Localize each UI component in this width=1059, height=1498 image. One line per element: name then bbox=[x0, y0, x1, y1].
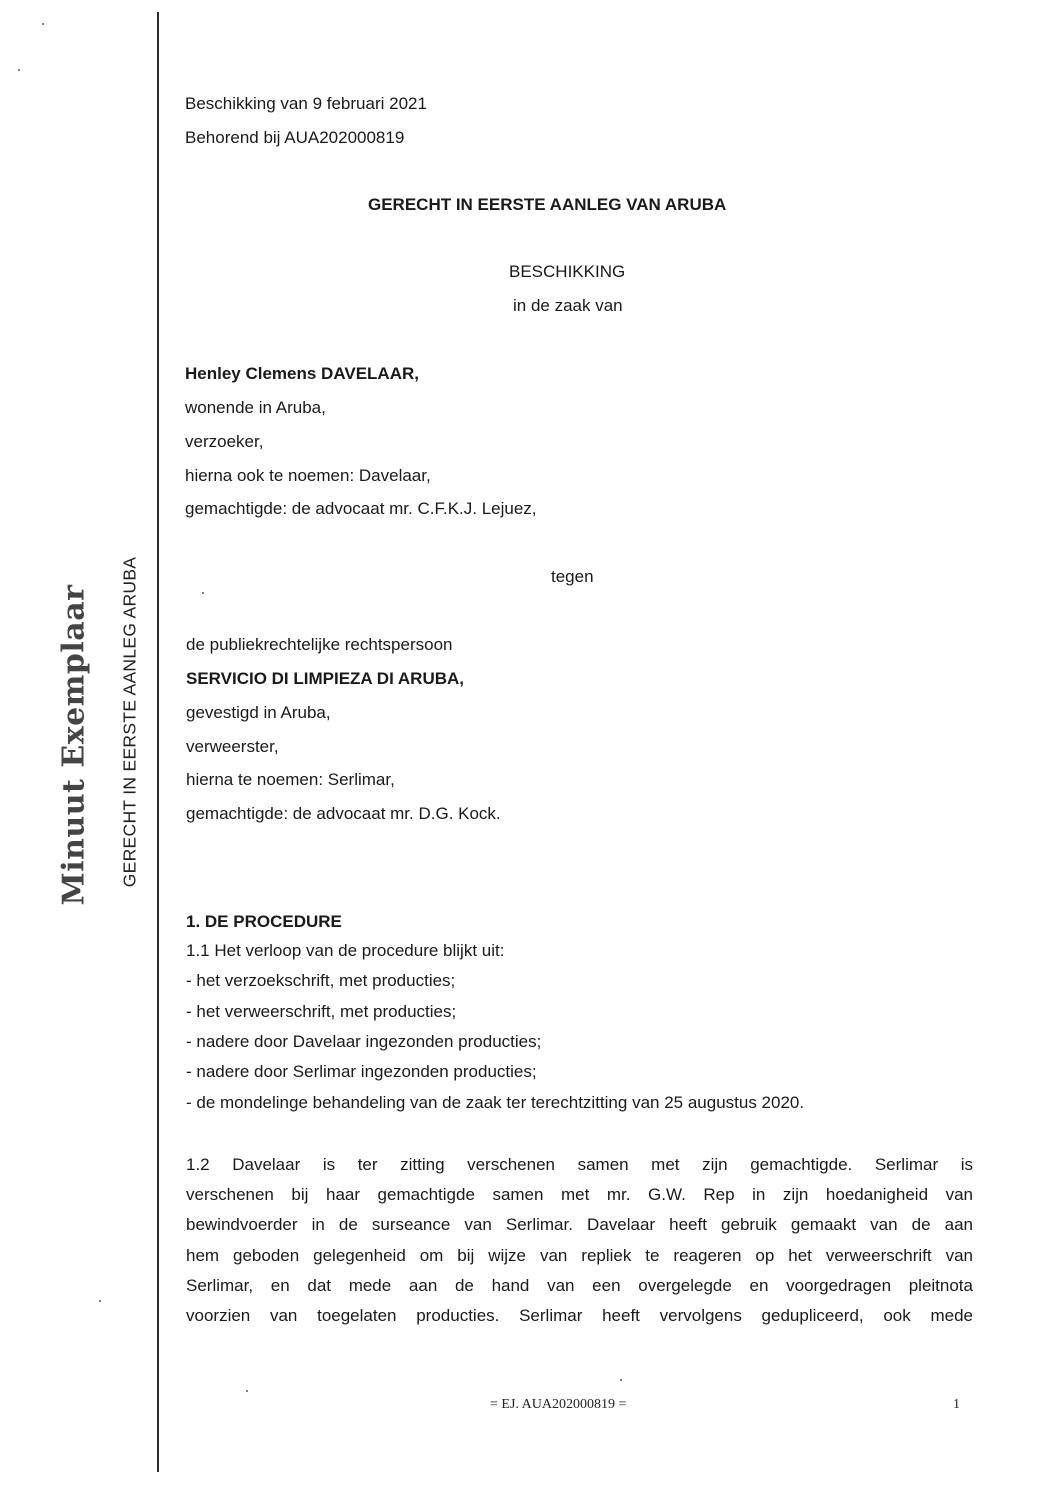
court-title: GERECHT IN EERSTE AANLEG VAN ARUBA bbox=[368, 195, 727, 214]
applicant-residence: wonende in Aruba, bbox=[185, 398, 326, 417]
paragraph-line: 1.2 Davelaar is ter zitting verschenen samen met zijn gemachtigde. Serlimar is bbox=[186, 1155, 973, 1174]
paragraph-line: verschenen bij haar gemachtigde samen met mr. G.W. Rep in zijn hoedanigheid van bbox=[186, 1185, 973, 1205]
minuut-exemplaar-stamp: Minuut Exemplaar bbox=[56, 584, 92, 906]
scan-speck bbox=[202, 592, 204, 594]
applicant-counsel: gemachtigde: de advocaat mr. C.F.K.J. Lejuez, bbox=[185, 499, 537, 518]
procedure-intro: 1.1 Het verloop van de procedure blijkt uit: bbox=[186, 941, 505, 960]
versus-label: tegen bbox=[551, 567, 594, 586]
paragraph-line: bewindvoerder in de surseance van Serlimar. Davelaar heeft gebruik gemaakt van de aan bbox=[186, 1215, 973, 1235]
applicant-role: verzoeker, bbox=[185, 432, 264, 451]
decision-date: Beschikking van 9 februari 2021 bbox=[185, 94, 427, 113]
respondent-counsel: gemachtigde: de advocaat mr. D.G. Kock. bbox=[186, 804, 501, 823]
procedure-item: - nadere door Davelaar ingezonden producties; bbox=[186, 1032, 542, 1051]
respondent-seat: gevestigd in Aruba, bbox=[186, 703, 331, 722]
paragraph-1-2 bbox=[186, 1150, 973, 1331]
scan-speck bbox=[99, 1300, 101, 1302]
page-number: 1 bbox=[953, 1397, 960, 1412]
procedure-item: - de mondelinge behandeling van de zaak ter terechtzitting van 25 augustus 2020. bbox=[186, 1093, 805, 1112]
document-type: BESCHIKKING bbox=[509, 262, 626, 281]
section-heading: 1. DE PROCEDURE bbox=[186, 912, 342, 931]
procedure-item: - het verweerschrift, met producties; bbox=[186, 1002, 457, 1021]
respondent-role: verweerster, bbox=[186, 737, 279, 756]
scan-speck bbox=[42, 23, 44, 25]
paragraph-line: voorzien van toegelaten producties. Serlimar heeft vervolgens gedupliceerd, ook mede bbox=[186, 1306, 973, 1326]
scan-speck bbox=[246, 1390, 248, 1392]
procedure-item: - het verzoekschrift, met producties; bbox=[186, 971, 456, 990]
court-margin-label: GERECHT IN EERSTE AANLEG ARUBA bbox=[119, 556, 140, 888]
scan-speck bbox=[620, 1379, 622, 1381]
applicant-name: Henley Clemens DAVELAAR, bbox=[185, 364, 419, 383]
in-the-case-of: in de zaak van bbox=[513, 296, 623, 315]
paragraph-line: hem geboden gelegenheid om bij wijze van repliek te reageren op het verweerschrift van bbox=[186, 1245, 973, 1265]
paragraph-line: Serlimar, en dat mede aan de hand van een overgelegde en voorgedragen pleitnota bbox=[186, 1275, 973, 1295]
margin-rule bbox=[157, 12, 159, 1472]
footer-reference: = EJ. AUA202000819 = bbox=[490, 1397, 627, 1412]
respondent-entity-type: de publiekrechtelijke rechtspersoon bbox=[186, 635, 453, 654]
respondent-name: SERVICIO DI LIMPIEZA DI ARUBA, bbox=[186, 669, 465, 688]
case-reference: Behorend bij AUA202000819 bbox=[185, 128, 405, 147]
respondent-alias: hierna te noemen: Serlimar, bbox=[186, 770, 395, 789]
procedure-item: - nadere door Serlimar ingezonden producties; bbox=[186, 1062, 537, 1081]
scan-speck bbox=[18, 69, 20, 71]
applicant-alias: hierna ook te noemen: Davelaar, bbox=[185, 466, 431, 485]
